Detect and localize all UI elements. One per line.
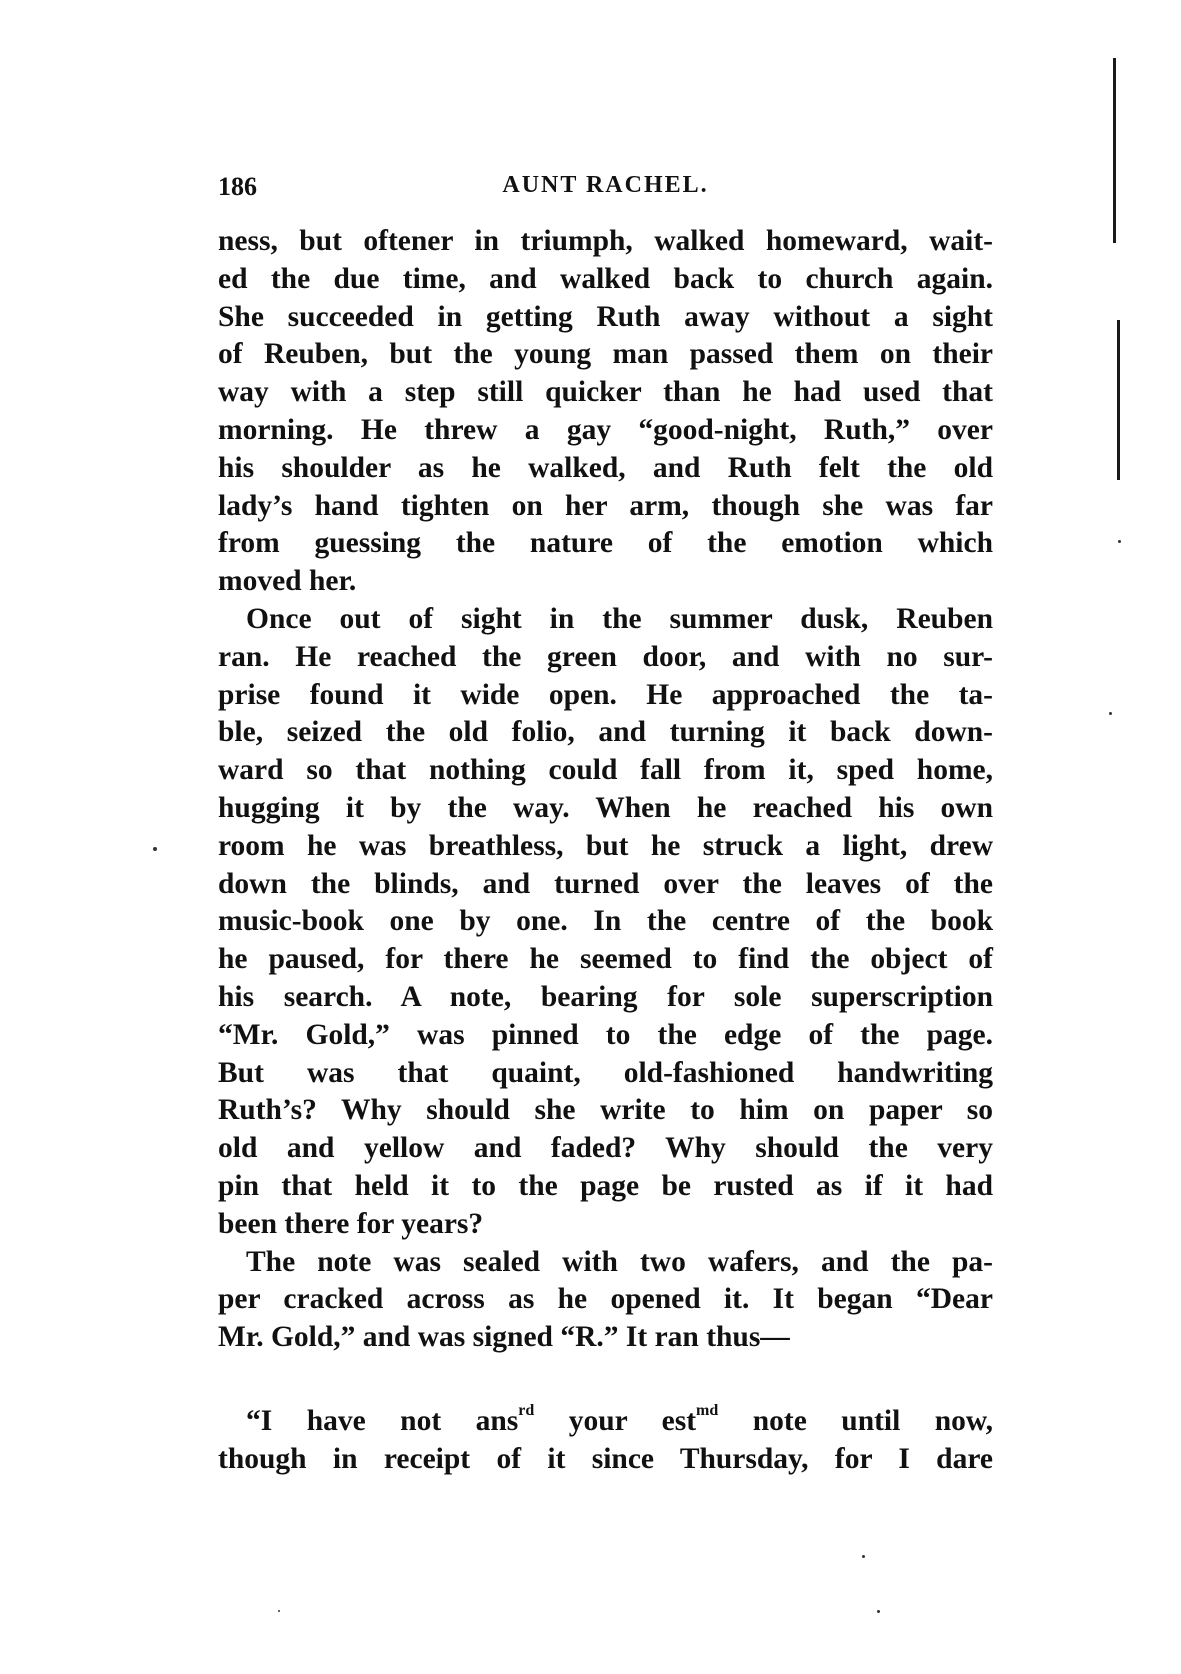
text-line: Mr. Gold,” and was signed “R.” It ran thus— bbox=[218, 1321, 790, 1354]
running-head bbox=[218, 172, 993, 212]
text-line: ed the due time, and walked back to church again. bbox=[218, 262, 993, 295]
text-line: his search. A note, bearing for sole superscription bbox=[218, 980, 993, 1013]
paragraph-gap bbox=[218, 1357, 993, 1403]
scan-speck bbox=[278, 1610, 280, 1612]
superscript-abbrev: rd bbox=[518, 1402, 535, 1420]
body-text bbox=[218, 223, 993, 1479]
text-line: “Mr. Gold,” was pinned to the edge of the page. bbox=[218, 1018, 993, 1051]
text-line: lady’s hand tighten on her arm, though she was far bbox=[218, 489, 993, 522]
running-title: AUNT RACHEL. bbox=[502, 172, 709, 198]
text-line: prise found it wide open. He approached the ta- bbox=[218, 678, 993, 711]
letter-line bbox=[218, 1403, 993, 1441]
scan-speck bbox=[862, 1555, 865, 1558]
text-line: Once out of sight in the summer dusk, Reuben bbox=[246, 602, 993, 635]
text-line: his shoulder as he walked, and Ruth felt the old bbox=[218, 451, 993, 484]
letter-text: “I have not ans bbox=[246, 1404, 519, 1437]
text-line: She succeeded in getting Ruth away without a sight bbox=[218, 300, 993, 333]
letter-text: your est bbox=[534, 1404, 697, 1437]
text-line: ble, seized the old folio, and turning it back down- bbox=[218, 716, 993, 749]
text-line: ward so that nothing could fall from it, sped home, bbox=[218, 754, 993, 787]
scan-speck bbox=[1109, 712, 1112, 715]
page-number: 186 bbox=[218, 172, 257, 201]
scan-speck bbox=[1118, 540, 1121, 543]
text-line: ness, but oftener in triumph, walked homeward, wait- bbox=[218, 225, 993, 257]
text-line: of Reuben, but the young man passed them on their bbox=[218, 338, 993, 371]
text-line: But was that quaint, old-fashioned handwriting bbox=[218, 1056, 993, 1089]
text-line: from guessing the nature of the emotion which bbox=[218, 527, 993, 560]
text-line: way with a step still quicker than he had used that bbox=[218, 376, 993, 409]
text-line: morning. He threw a gay “good-night, Ruth,” over bbox=[218, 413, 993, 446]
text-line: been there for years? bbox=[218, 1207, 484, 1240]
text-line: he paused, for there he seemed to find the object of bbox=[218, 943, 993, 976]
letter-text: note until now, bbox=[718, 1404, 993, 1437]
superscript-abbrev: md bbox=[696, 1402, 719, 1420]
scan-speck bbox=[877, 1610, 880, 1613]
text-line: The note was sealed with two wafers, and the pa- bbox=[246, 1245, 993, 1278]
scan-margin-line bbox=[1113, 58, 1116, 243]
text-line: Ruth’s? Why should she write to him on paper so bbox=[218, 1094, 993, 1127]
text-line: old and yellow and faded? Why should the very bbox=[218, 1132, 993, 1165]
text-line: ran. He reached the green door, and with no sur- bbox=[218, 640, 993, 673]
text-line: room he was breathless, but he struck a light, drew bbox=[218, 829, 993, 862]
text-line: hugging it by the way. When he reached his own bbox=[218, 791, 993, 824]
text-line: pin that held it to the page be rusted as if it had bbox=[218, 1169, 993, 1202]
text-line: down the blinds, and turned over the leaves of the bbox=[218, 867, 993, 900]
text-line: per cracked across as he opened it. It began “Dear bbox=[218, 1283, 993, 1316]
text-line: music-book one by one. In the centre of the book bbox=[218, 905, 993, 938]
text-line: moved her. bbox=[218, 565, 357, 598]
scan-margin-line bbox=[1117, 320, 1120, 480]
scan-speck bbox=[153, 847, 157, 851]
letter-line: though in receipt of it since Thursday, for I dare bbox=[218, 1442, 993, 1475]
